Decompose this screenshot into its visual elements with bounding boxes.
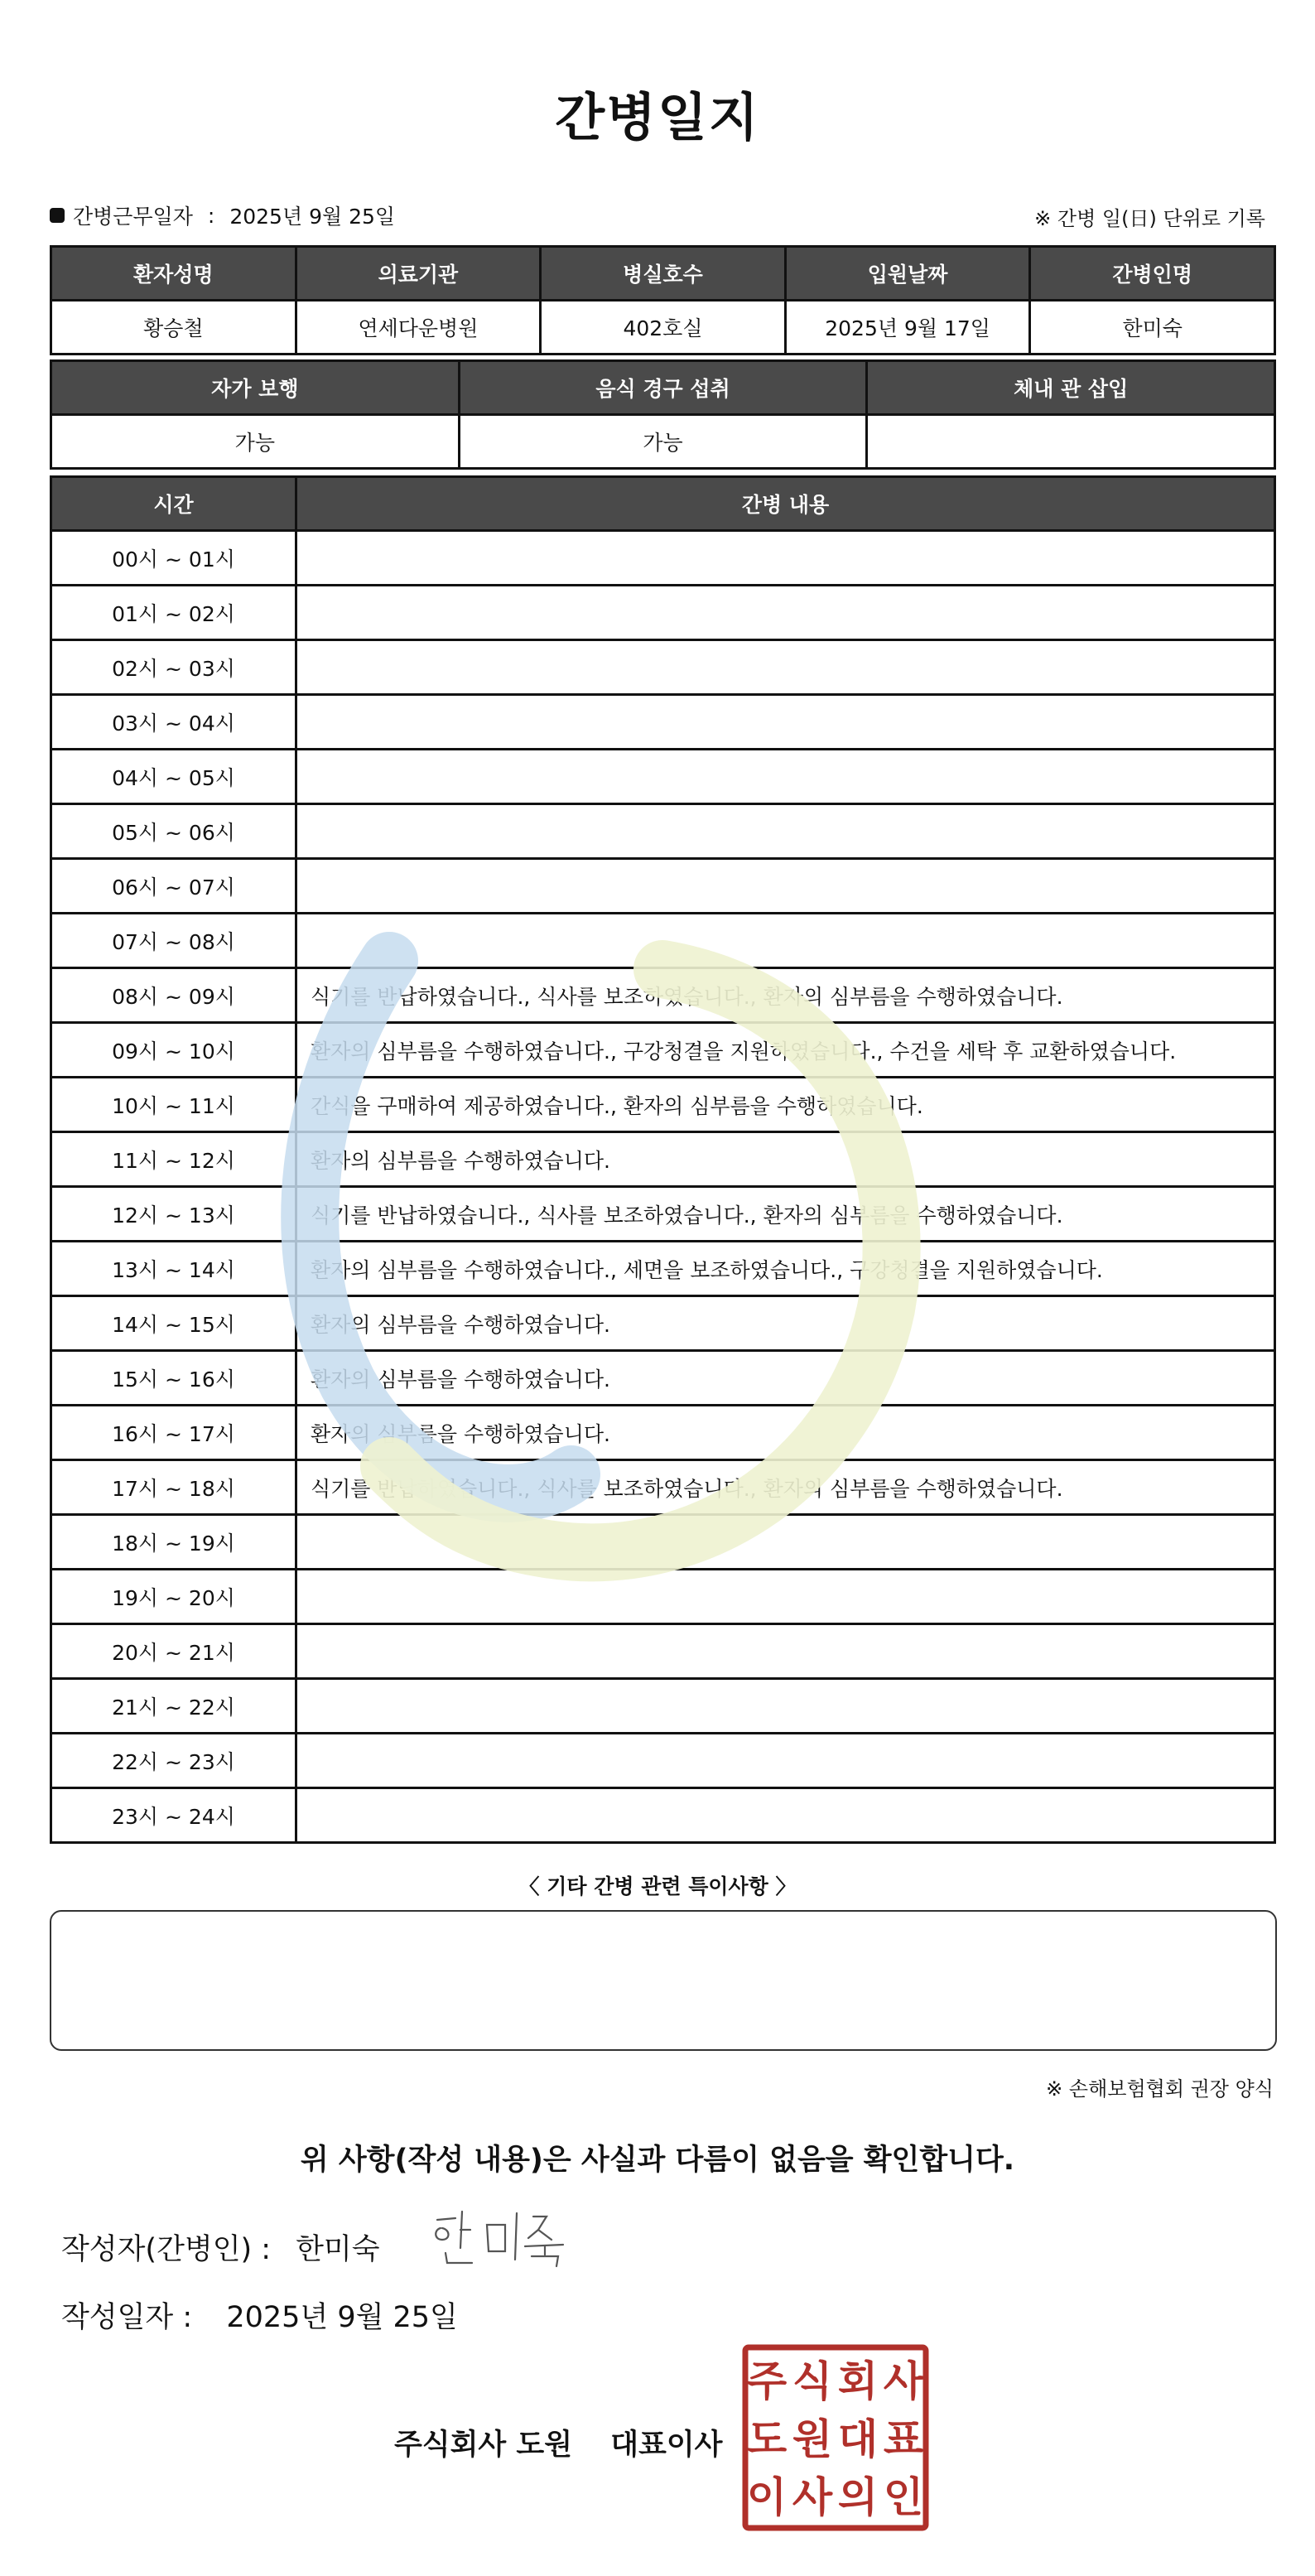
table-row (51, 586, 1275, 640)
time-cell: 09시 ~ 10시 (51, 1023, 296, 1078)
header-hospital: 의료기관 (296, 247, 541, 301)
care-content-cell: 식기를 반납하였습니다., 식사를 보조하였습니다., 환자의 심부름을 수행하였습니다. (296, 1187, 1275, 1242)
table-row (51, 1132, 1275, 1187)
header-tube: 체내 관 삽입 (867, 361, 1275, 415)
time-cell: 08시 ~ 09시 (51, 968, 296, 1023)
table-row (51, 968, 1275, 1023)
care-content-cell (296, 1515, 1275, 1570)
time-cell: 02시 ~ 03시 (51, 640, 296, 695)
care-content-cell (296, 1679, 1275, 1734)
header-patient-name: 환자성명 (51, 247, 296, 301)
care-content-cell (296, 1624, 1275, 1679)
work-date-separator: : (207, 203, 215, 228)
time-cell: 00시 ~ 01시 (51, 531, 296, 586)
header-time: 시간 (51, 477, 296, 531)
page-title: 간병일지 (555, 87, 760, 147)
tube (867, 415, 1275, 469)
table-row (51, 914, 1275, 968)
care-content-cell (296, 640, 1275, 695)
time-cell: 04시 ~ 05시 (51, 750, 296, 804)
admission-date: 2025년 9월 17일 (785, 301, 1030, 355)
table-row (51, 1788, 1275, 1843)
written-date-label: 작성일자 : (61, 2301, 193, 2334)
care-content-cell (296, 914, 1275, 968)
oral-intake: 가능 (459, 415, 867, 469)
header-caregiver: 간병인명 (1030, 247, 1275, 301)
table-row (51, 1460, 1275, 1515)
association-note: ※ 손해보험협회 권장 양식 (1046, 2077, 1274, 2101)
seal-character: 식 (792, 2357, 833, 2405)
care-content-cell: 식기를 반납하였습니다., 식사를 보조하였습니다., 환자의 심부름을 수행하였습니다. (296, 968, 1275, 1023)
written-date-row (61, 2294, 458, 2336)
time-cell: 11시 ~ 12시 (51, 1132, 296, 1187)
seal-character: 사 (792, 2473, 833, 2521)
care-content-cell (296, 1734, 1275, 1788)
care-content-cell (296, 750, 1275, 804)
seal-character: 도 (746, 2415, 788, 2463)
time-cell: 05시 ~ 06시 (51, 804, 296, 859)
time-cell: 14시 ~ 15시 (51, 1296, 296, 1351)
remarks-box (50, 1910, 1277, 2051)
representative-title: 대표이사 (610, 2429, 723, 2462)
time-cell: 12시 ~ 13시 (51, 1187, 296, 1242)
care-content-cell (296, 1570, 1275, 1624)
care-content-cell: 간식을 구매하여 제공하였습니다., 환자의 심부름을 수행하였습니다. (296, 1078, 1275, 1132)
caregiver: 한미숙 (1030, 301, 1275, 355)
time-cell: 20시 ~ 21시 (51, 1624, 296, 1679)
header-room: 병실호수 (541, 247, 786, 301)
bullet-square-icon (50, 208, 65, 223)
time-cell: 03시 ~ 04시 (51, 695, 296, 750)
care-content-cell: 환자의 심부름을 수행하였습니다. (296, 1406, 1275, 1460)
care-content-cell (296, 531, 1275, 586)
table-row (51, 1242, 1275, 1296)
care-content-cell (296, 1788, 1275, 1843)
time-cell: 23시 ~ 24시 (51, 1788, 296, 1843)
time-cell: 18시 ~ 19시 (51, 1515, 296, 1570)
table-row (51, 750, 1275, 804)
work-date-value: 2025년 9월 25일 (229, 205, 396, 229)
handwritten-signature (422, 2205, 571, 2271)
room: 402호실 (541, 301, 786, 355)
table-row (51, 1406, 1275, 1460)
care-content-cell (296, 586, 1275, 640)
unit-note: ※ 간병 일(日) 단위로 기록 (1034, 207, 1265, 230)
care-content-cell: 환자의 심부름을 수행하였습니다., 세면을 보조하였습니다., 구강청결을 지원하였습니다. (296, 1242, 1275, 1296)
time-cell: 17시 ~ 18시 (51, 1460, 296, 1515)
table-row (51, 640, 1275, 695)
seal-character: 사 (883, 2357, 924, 2405)
time-cell: 16시 ~ 17시 (51, 1406, 296, 1460)
time-cell: 21시 ~ 22시 (51, 1679, 296, 1734)
table-row (51, 1734, 1275, 1788)
patient-info-table (50, 245, 1276, 355)
seal-character: 의 (837, 2473, 879, 2521)
care-content-cell: 환자의 심부름을 수행하였습니다. (296, 1296, 1275, 1351)
time-cell: 13시 ~ 14시 (51, 1242, 296, 1296)
seal-character: 대 (837, 2415, 879, 2463)
header-walking: 자가 보행 (51, 361, 460, 415)
table-row (51, 1515, 1275, 1570)
seal-character: 표 (883, 2415, 924, 2463)
patient-name: 황승철 (51, 301, 296, 355)
patient-status-table (50, 359, 1276, 470)
time-cell: 07시 ~ 08시 (51, 914, 296, 968)
time-cell: 10시 ~ 11시 (51, 1078, 296, 1132)
confirmation-statement: 위 사항(작성 내용)은 사실과 다름이 없음을 확인합니다. (300, 2144, 1015, 2177)
table-row (51, 1679, 1275, 1734)
seal-character: 인 (883, 2473, 924, 2521)
header-care-content: 간병 내용 (296, 477, 1275, 531)
writer-row (61, 2226, 380, 2268)
care-content-cell: 환자의 심부름을 수행하였습니다. (296, 1351, 1275, 1406)
hospital: 연세다운병원 (296, 301, 541, 355)
time-cell: 15시 ~ 16시 (51, 1351, 296, 1406)
remarks-title: 〈 기타 간병 관련 특이사항 〉 (518, 1874, 797, 1898)
care-content-cell: 식기를 반납하였습니다., 식사를 보조하였습니다., 환자의 심부름을 수행하였습니다. (296, 1460, 1275, 1515)
writer-name: 한미숙 (296, 2233, 380, 2266)
work-date (50, 200, 395, 230)
time-cell: 01시 ~ 02시 (51, 586, 296, 640)
seal-character: 이 (746, 2473, 788, 2521)
care-content-cell (296, 695, 1275, 750)
time-cell: 06시 ~ 07시 (51, 859, 296, 914)
written-date-value: 2025년 9월 25일 (226, 2301, 458, 2334)
company-seal-stamp (742, 2344, 929, 2531)
table-row (51, 695, 1275, 750)
table-row (51, 1296, 1275, 1351)
company-name: 주식회사 도원 (394, 2429, 573, 2462)
table-row (51, 1351, 1275, 1406)
table-row (51, 1570, 1275, 1624)
care-content-cell (296, 859, 1275, 914)
care-content-cell (296, 804, 1275, 859)
care-content-cell: 환자의 심부름을 수행하였습니다. (296, 1132, 1275, 1187)
header-oral-intake: 음식 경구 섭취 (459, 361, 867, 415)
table-row (51, 1187, 1275, 1242)
table-row (51, 859, 1275, 914)
time-cell: 19시 ~ 20시 (51, 1570, 296, 1624)
seal-character: 주 (746, 2357, 788, 2405)
care-content-cell: 환자의 심부름을 수행하였습니다., 구강청결을 지원하였습니다., 수건을 세탁 후 교환하였습니다. (296, 1023, 1275, 1078)
table-row (51, 1078, 1275, 1132)
header-admission-date: 입원날짜 (785, 247, 1030, 301)
care-log-table (50, 475, 1276, 1844)
seal-character: 원 (792, 2415, 833, 2463)
time-cell: 22시 ~ 23시 (51, 1734, 296, 1788)
table-row (51, 804, 1275, 859)
walking: 가능 (51, 415, 460, 469)
writer-label: 작성자(간병인) : (61, 2233, 272, 2266)
table-row (51, 1023, 1275, 1078)
table-row (51, 531, 1275, 586)
seal-character: 회 (837, 2357, 879, 2405)
table-row (51, 1624, 1275, 1679)
work-date-label: 간병근무일자 (73, 205, 193, 229)
company-representative (394, 2422, 722, 2463)
